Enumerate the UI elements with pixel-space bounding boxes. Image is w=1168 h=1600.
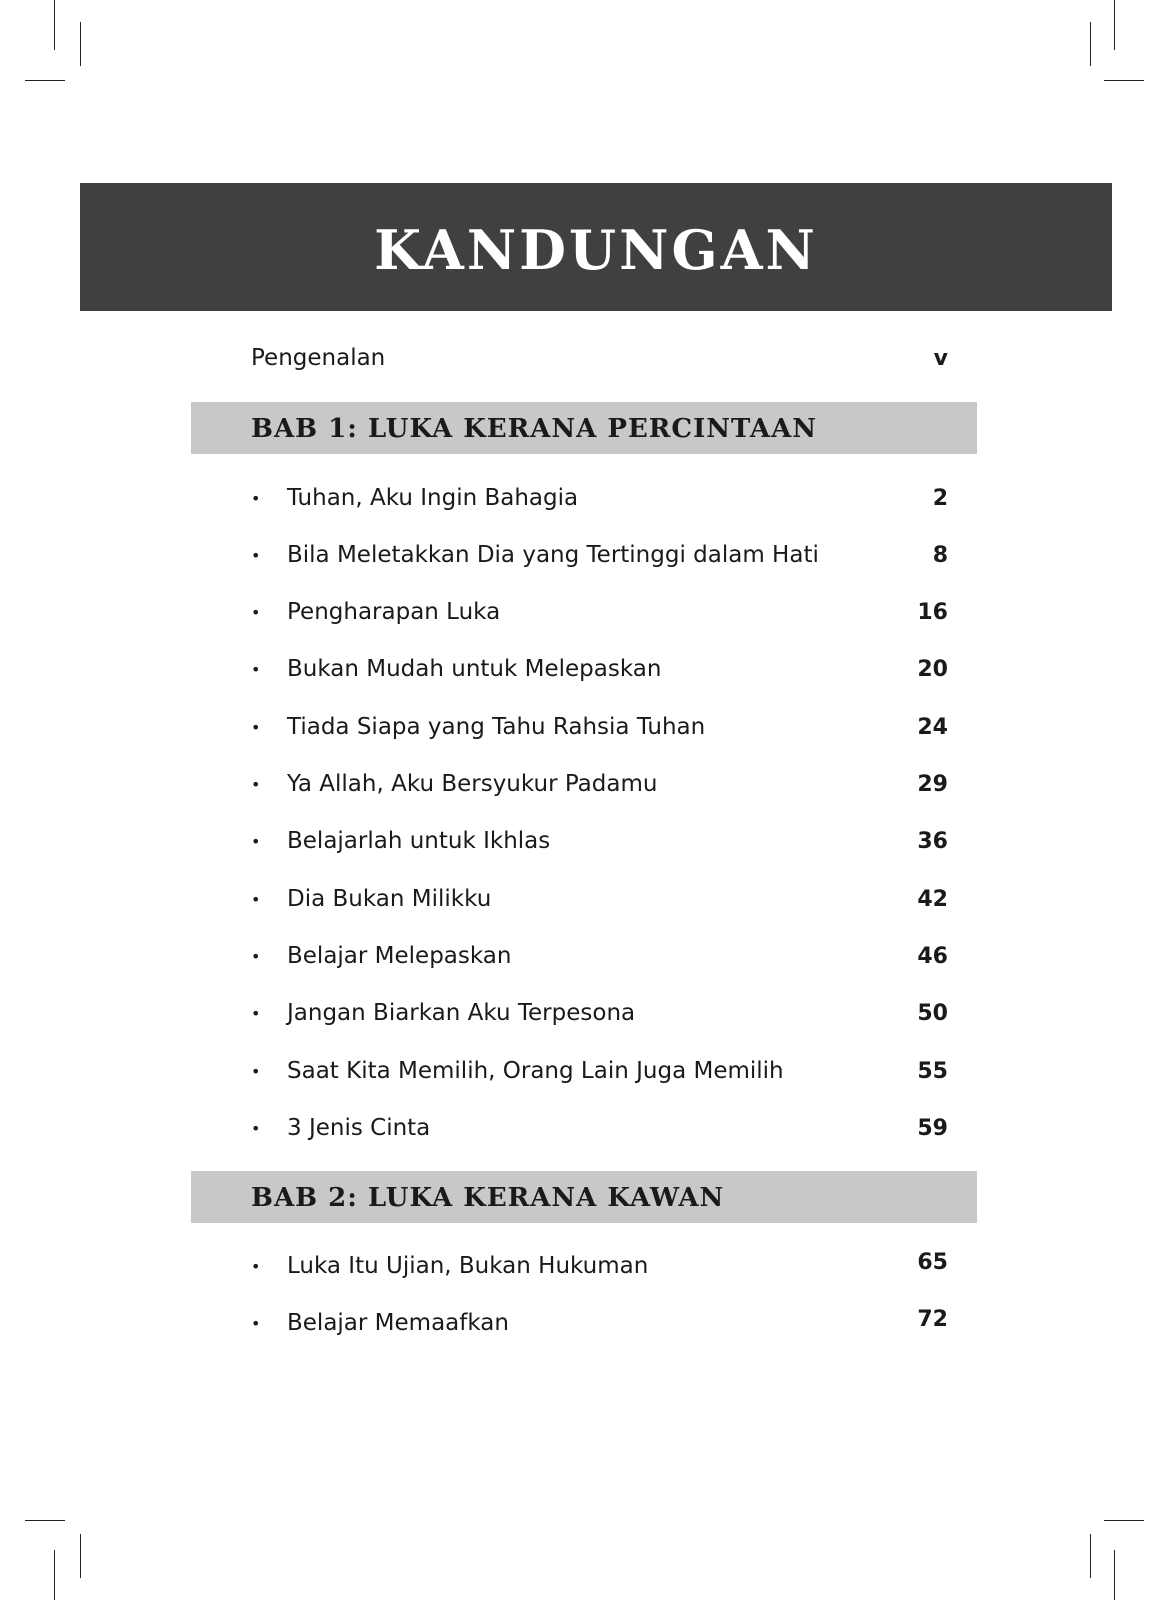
toc-entry-page: 42	[917, 886, 948, 912]
toc-entry-label: Saat Kita Memilih, Orang Lain Juga Memilih	[287, 1058, 784, 1084]
bullet: •	[251, 889, 261, 909]
toc-entry-label: Jangan Biarkan Aku Terpesona	[287, 1000, 636, 1026]
bullet: •	[251, 1118, 261, 1138]
bullet: •	[251, 1256, 261, 1276]
crop-mark	[1090, 22, 1091, 66]
toc-entry-page: 24	[917, 714, 948, 740]
toc-entry-page: 55	[917, 1058, 948, 1084]
bullet: •	[251, 659, 261, 679]
crop-mark	[80, 22, 81, 66]
toc-entry[interactable]	[251, 1110, 948, 1146]
bullet: •	[251, 602, 261, 622]
bullet: •	[251, 1003, 261, 1023]
toc-entry-page: 50	[917, 1000, 948, 1026]
bullet: •	[251, 946, 261, 966]
crop-mark	[54, 0, 55, 50]
toc-entry-label: Bukan Mudah untuk Melepaskan	[287, 656, 662, 682]
bullet: •	[251, 831, 261, 851]
chapter-title: BAB 2: LUKA KERANA KAWAN	[251, 1183, 725, 1213]
toc-entry[interactable]	[251, 709, 948, 745]
toc-entry-label: Belajarlah untuk Ikhlas	[287, 828, 551, 854]
crop-mark	[1104, 1520, 1144, 1521]
page-title: KANDUNGAN	[374, 218, 818, 282]
toc-entry[interactable]	[251, 651, 948, 687]
title-banner	[80, 183, 1112, 311]
toc-entry-page: 46	[917, 943, 948, 969]
toc-entry[interactable]	[251, 1053, 948, 1089]
toc-entry-label: Bila Meletakkan Dia yang Tertinggi dalam Hati	[287, 542, 819, 568]
bullet: •	[251, 488, 261, 508]
toc-intro[interactable]	[251, 340, 948, 376]
crop-mark	[54, 1550, 55, 1600]
toc-entry-label: Luka Itu Ujian, Bukan Hukuman	[287, 1253, 649, 1279]
toc-entry-page: 29	[917, 771, 948, 797]
toc-entry-label: Belajar Memaafkan	[287, 1310, 509, 1336]
toc-entry[interactable]	[251, 537, 948, 573]
crop-mark	[1114, 0, 1115, 50]
toc-entry-page: 36	[917, 828, 948, 854]
crop-mark	[25, 1520, 65, 1521]
toc-entry-page: 8	[932, 542, 948, 568]
chapter-title: BAB 1: LUKA KERANA PERCINTAAN	[251, 414, 818, 444]
toc-entry-label: 3 Jenis Cinta	[287, 1115, 431, 1141]
toc-entry[interactable]	[251, 1248, 948, 1284]
bullet: •	[251, 717, 261, 737]
toc-entry[interactable]	[251, 938, 948, 974]
bullet: •	[251, 545, 261, 565]
toc-entry-label: Tuhan, Aku Ingin Bahagia	[287, 485, 579, 511]
toc-entry[interactable]	[251, 1305, 948, 1341]
toc-entry-page: 2	[932, 485, 948, 511]
toc-entry[interactable]	[251, 995, 948, 1031]
bullet: •	[251, 774, 261, 794]
toc-intro-page: v	[933, 345, 948, 371]
toc-entry-label: Ya Allah, Aku Bersyukur Padamu	[287, 771, 658, 797]
toc-entry[interactable]	[251, 594, 948, 630]
crop-mark	[1114, 1550, 1115, 1600]
toc-entry-label: Dia Bukan Milikku	[287, 886, 492, 912]
toc-entry-page: 59	[917, 1115, 948, 1141]
toc-entry-page: 72	[917, 1306, 948, 1332]
toc-entry[interactable]	[251, 766, 948, 802]
toc-entry[interactable]	[251, 823, 948, 859]
toc-entry-label: Tiada Siapa yang Tahu Rahsia Tuhan	[287, 714, 706, 740]
crop-mark	[1090, 1534, 1091, 1578]
toc-intro-label: Pengenalan	[251, 345, 386, 371]
toc-entry-page: 16	[917, 599, 948, 625]
chapter-heading[interactable]	[191, 1171, 977, 1223]
crop-mark	[1104, 80, 1144, 81]
toc-entry[interactable]	[251, 881, 948, 917]
toc-entry[interactable]	[251, 480, 948, 516]
bullet: •	[251, 1061, 261, 1081]
bullet: •	[251, 1313, 261, 1333]
crop-mark	[80, 1534, 81, 1578]
toc-entry-page: 65	[917, 1249, 948, 1275]
chapter-heading[interactable]	[191, 402, 977, 454]
toc-entry-label: Belajar Melepaskan	[287, 943, 512, 969]
crop-mark	[25, 80, 65, 81]
toc-entry-label: Pengharapan Luka	[287, 599, 501, 625]
toc-entry-page: 20	[917, 656, 948, 682]
